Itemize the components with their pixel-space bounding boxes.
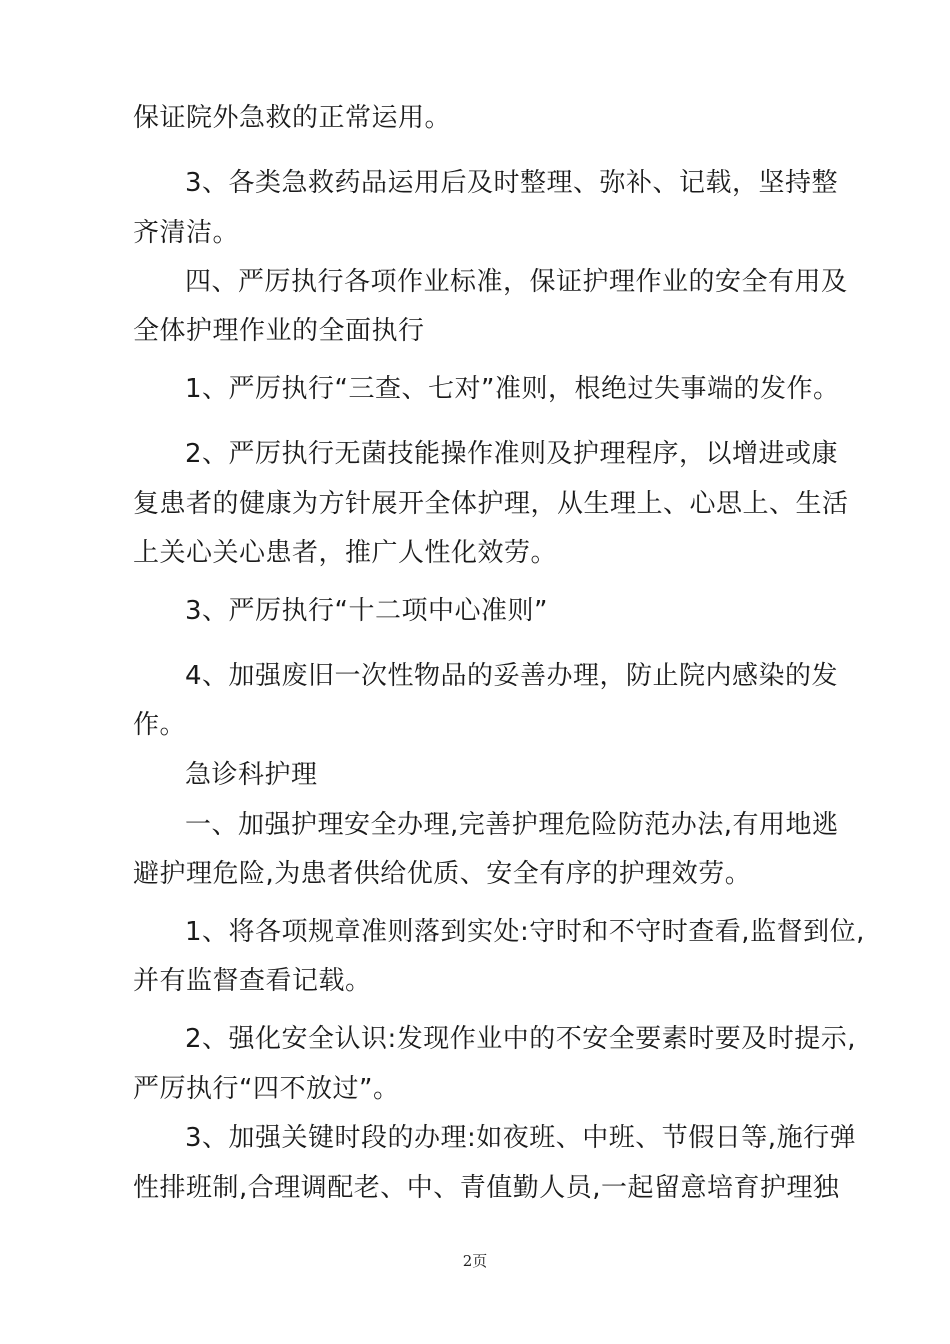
text-line-12: 作。 — [133, 710, 187, 740]
text-line-13: 急诊科护理 — [185, 760, 318, 790]
text-line-8: 复患者的健康为方针展开全体护理，从生理上、心思上、生活 — [133, 489, 849, 519]
text-line-1: 保证院外急救的正常运用。 — [133, 103, 452, 133]
text-line-14: 一、加强护理安全办理,完善护理危险防范办法,有用地逃 — [185, 810, 839, 840]
text-line-9: 上关心关心患者，推广人性化效劳。 — [133, 538, 558, 568]
text-line-11: 4、加强废旧一次性物品的妥善办理，防止院内感染的发 — [185, 661, 839, 691]
text-line-6: 1、严厉执行“三查、七对”准则，根绝过失事端的发作。 — [185, 374, 840, 404]
text-line-20: 3、加强关键时段的办理:如夜班、中班、节假日等,施行弹 — [185, 1123, 857, 1153]
text-line-21: 性排班制,合理调配老、中、青值勤人员,一起留意培育护理独 — [133, 1173, 840, 1203]
text-line-5: 全体护理作业的全面执行 — [133, 316, 425, 346]
text-line-16: 1、将各项规章准则落到实处:守时和不守时查看,监督到位, — [185, 917, 865, 947]
text-line-17: 并有监督查看记载。 — [133, 966, 372, 996]
text-line-15: 避护理危险,为患者供给优质、安全有序的护理效劳。 — [133, 859, 752, 889]
text-line-3: 齐清洁。 — [133, 218, 240, 248]
text-line-2: 3、各类急救药品运用后及时整理、弥补、记载，坚持整 — [185, 168, 839, 198]
text-line-19: 严厉执行“四不放过”。 — [133, 1074, 400, 1104]
text-line-7: 2、严厉执行无菌技能操作准则及护理程序，以增进或康 — [185, 439, 839, 469]
text-line-4: 四、严厉执行各项作业标准，保证护理作业的安全有用及 — [185, 267, 848, 297]
text-line-18: 2、强化安全认识:发现作业中的不安全要素时要及时提示, — [185, 1024, 857, 1054]
page-number: 2页 — [462, 1252, 488, 1270]
text-line-10: 3、严厉执行“十二项中心准则” — [185, 596, 548, 626]
